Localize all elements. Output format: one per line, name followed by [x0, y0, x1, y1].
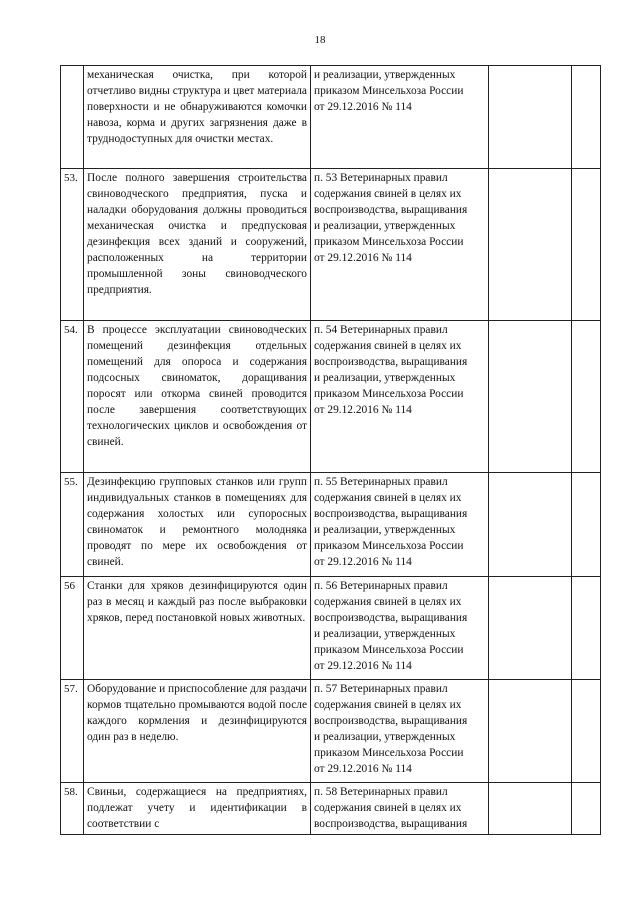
requirement-cell [84, 321, 311, 473]
answer-cell [489, 680, 572, 783]
row-number: 58. [64, 786, 78, 798]
table-row [61, 783, 601, 835]
requirement-cell [84, 783, 311, 835]
requirement-cell [84, 169, 311, 321]
note-cell [572, 783, 601, 835]
reference-text: п. 56 Ветеринарных правил содержания свиней в целях их воспроизводства, выращивания и реализации, утвержденных приказом Минсельхоза России от 29.12.2016 № 114 [314, 580, 468, 672]
row-number-cell [61, 321, 84, 473]
requirements-table [60, 65, 601, 835]
answer-cell [489, 473, 572, 577]
reference-text: п. 57 Ветеринарных правил содержания свиней в целях их воспроизводства, выращивания и реализации, утвержденных приказом Минсельхоза России от 29.12.2016 № 114 [314, 683, 468, 775]
requirement-text: Станки для хряков дезинфицируются один раз в месяц и каждый раз после выбраковки хряков, перед постановкой новых животных. [87, 580, 307, 624]
reference-cell [311, 66, 489, 169]
note-cell [572, 577, 601, 680]
reference-text: п. 53 Ветеринарных правил содержания свиней в целях их воспроизводства, выращивания и реализации, утвержденных приказом Минсельхоза России от 29.12.2016 № 114 [314, 172, 468, 264]
note-cell [572, 169, 601, 321]
row-number: 57. [64, 683, 78, 695]
note-cell [572, 321, 601, 473]
row-number-cell [61, 577, 84, 680]
page-number: 18 [314, 34, 326, 46]
row-number-cell [61, 680, 84, 783]
reference-text: п. 58 Ветеринарных правил содержания свиней в целях их воспроизводства, выращивания [314, 786, 468, 830]
row-number: 55. [64, 476, 78, 488]
reference-cell [311, 473, 489, 577]
table-row [61, 473, 601, 577]
answer-cell [489, 577, 572, 680]
row-number: 54. [64, 324, 78, 336]
requirement-cell [84, 680, 311, 783]
requirement-text: механическая очистка, при которой отчетливо видны структура и цвет материала поверхности и не обнаруживаются комочки навоза, корма и других загрязнения даже в труднодоступных для очистки местах. [87, 69, 307, 145]
reference-cell [311, 321, 489, 473]
requirement-text: После полного завершения строительства свиноводческого предприятия, пуска и наладки оборудования должны проводиться механическая очистка и предпусковая дезинфекция всех зданий и сооружений, расположенных на территории промышленной зоны свиноводческого предприятия. [87, 172, 307, 296]
reference-cell [311, 680, 489, 783]
note-cell [572, 680, 601, 783]
table-row [61, 66, 601, 169]
row-number-cell [61, 169, 84, 321]
reference-cell [311, 783, 489, 835]
row-number-cell [61, 473, 84, 577]
note-cell [572, 66, 601, 169]
row-number-cell [61, 66, 84, 169]
row-number: 53. [64, 172, 78, 184]
requirement-text: В процессе эксплуатации свиноводческих помещений дезинфекция отдельных помещений для опороса и содержания подсосных свиноматок, доращивания поросят или откорма свиней проводится после завершения соответствующих технологических циклов и освобождения от свиней. [87, 324, 307, 448]
answer-cell [489, 66, 572, 169]
row-number-cell [61, 783, 84, 835]
table-row [61, 169, 601, 321]
row-number: 56 [64, 580, 75, 592]
reference-text: п. 54 Ветеринарных правил содержания свиней в целях их воспроизводства, выращивания и реализации, утвержденных приказом Минсельхоза России от 29.12.2016 № 114 [314, 324, 468, 416]
reference-cell [311, 577, 489, 680]
requirement-cell [84, 66, 311, 169]
requirement-cell [84, 473, 311, 577]
requirement-text: Оборудование и приспособление для раздачи кормов тщательно промываются водой после каждого кормления и дезинфицируются один раз в неделю. [87, 683, 307, 743]
reference-cell [311, 169, 489, 321]
table-row [61, 577, 601, 680]
note-cell [572, 473, 601, 577]
answer-cell [489, 321, 572, 473]
reference-text: и реализации, утвержденных приказом Минсельхоза России от 29.12.2016 № 114 [314, 69, 464, 113]
requirement-cell [84, 577, 311, 680]
requirement-text: Дезинфекцию групповых станков или групп индивидуальных станков в помещениях для содержания холостых или супоросных свиноматок и ремонтного молодняка проводят по мере их освобождения от свиней. [87, 476, 307, 568]
table-row [61, 680, 601, 783]
table-row [61, 321, 601, 473]
requirement-text: Свиньи, содержащиеся на предприятиях, подлежат учету и идентификации в соответствии с [87, 786, 307, 830]
answer-cell [489, 783, 572, 835]
answer-cell [489, 169, 572, 321]
reference-text: п. 55 Ветеринарных правил содержания свиней в целях их воспроизводства, выращивания и реализации, утвержденных приказом Минсельхоза России от 29.12.2016 № 114 [314, 476, 468, 568]
